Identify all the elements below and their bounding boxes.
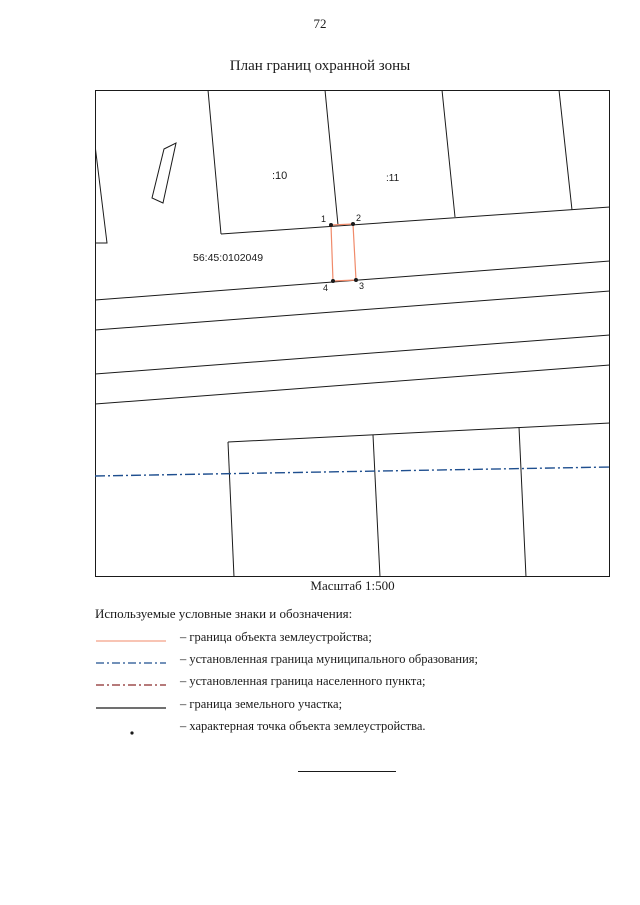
- legend-title: Используемые условные знаки и обозначения:: [95, 606, 353, 621]
- quarter-number-label: 56:45:0102049: [193, 252, 264, 264]
- map-border: [96, 91, 610, 577]
- survey-point-3: [354, 278, 358, 282]
- legend-symbol-characteristic-point: [96, 728, 166, 738]
- point-label-2: 2: [356, 213, 362, 223]
- legend-symbol-settlement-boundary: [96, 680, 166, 690]
- parcel-label-10: :10: [272, 170, 288, 182]
- scale-label: Масштаб 1:500: [310, 578, 395, 593]
- survey-point-1: [329, 223, 333, 227]
- page-number: 72: [313, 16, 327, 31]
- legend-text-survey-boundary: – граница объекта землеустройства;: [180, 630, 372, 644]
- legend-text-municipal-boundary: – установленная граница муниципального образования;: [180, 652, 479, 666]
- point-label-4: 4: [323, 283, 329, 293]
- survey-point-4: [331, 279, 335, 283]
- plan-title: План границ охранной зоны: [229, 58, 411, 74]
- legend-symbol-survey-boundary: [96, 636, 166, 646]
- legend-text-land-parcel-boundary: – граница земельного участка;: [180, 697, 343, 711]
- legend-text-characteristic-point: – характерная точка объекта землеустройства.: [180, 719, 426, 733]
- map-frame: [95, 90, 610, 577]
- legend-symbol-land-parcel-boundary: [96, 703, 166, 713]
- point-label-1: 1: [321, 214, 327, 224]
- legend-symbol-municipal-boundary: [96, 658, 166, 668]
- parcel-label-11: :11: [386, 173, 400, 184]
- legend-text-settlement-boundary: – установленная граница населенного пункта;: [180, 674, 426, 688]
- point-label-3: 3: [359, 281, 365, 291]
- boundary-plan-map: [95, 90, 610, 577]
- signature-line: [298, 771, 396, 772]
- survey-point-2: [351, 222, 355, 226]
